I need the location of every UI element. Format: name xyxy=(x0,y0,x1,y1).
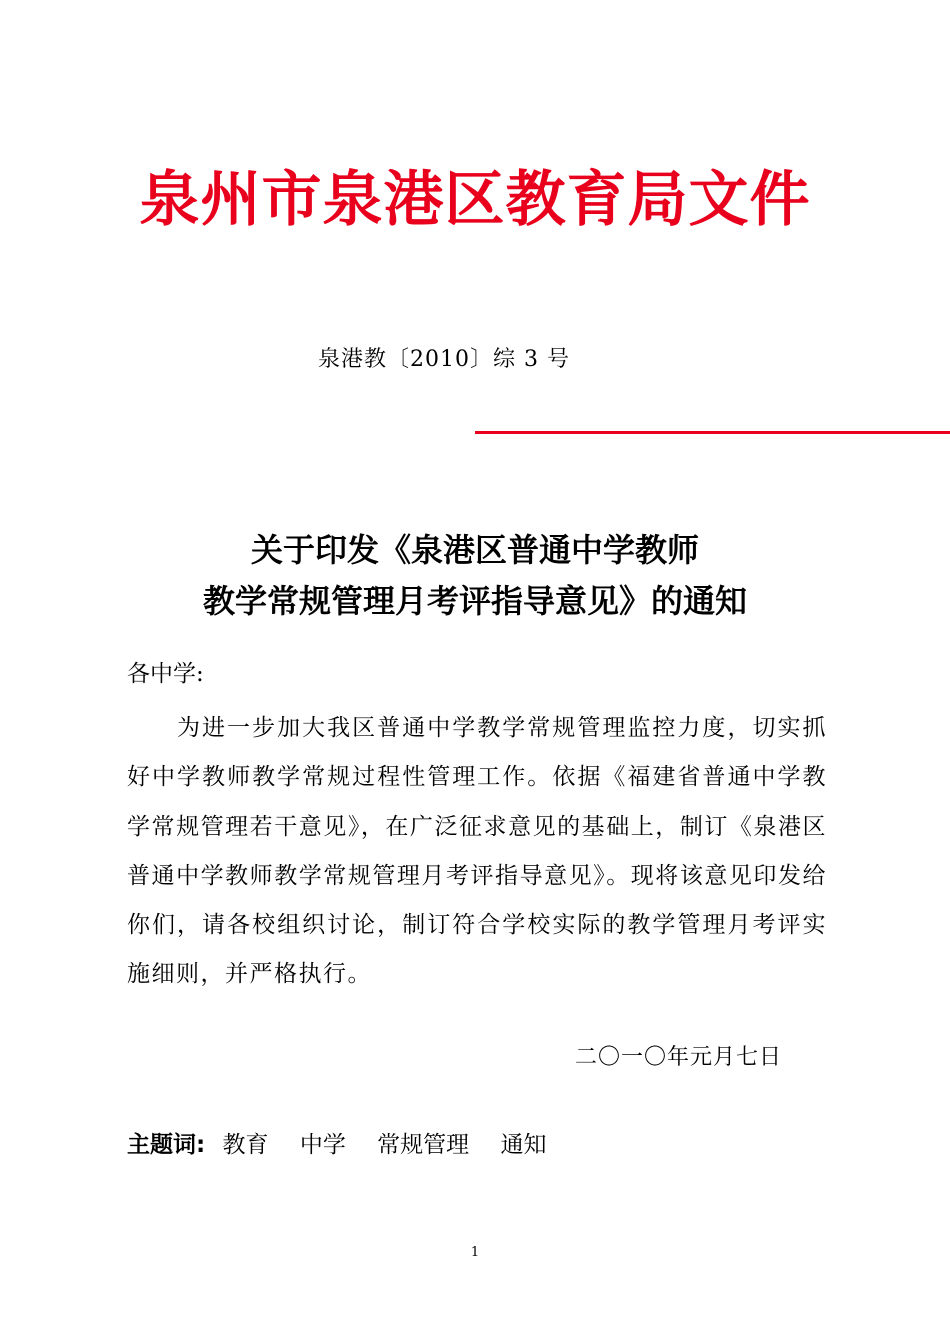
subject-keywords xyxy=(127,1127,560,1163)
keywords-label: 主题词: xyxy=(127,1132,206,1158)
body-paragraph: 为进一步加大我区普通中学教学常规管理监控力度，切实抓好中学教师教学常规过程性管理工作。依据《福建省普通中学教学常规管理若干意见》，在广泛征求意见的基础上，制订《泉港区普通中学教师教学常规管理月考评指导意见》。现将该意见印发给你们，请各校组织讨论，制订符合学校实际的教学管理月考评实施细则，并严格执行。 xyxy=(127,715,827,988)
keyword-item: 中学 xyxy=(299,1132,346,1158)
issue-date: 二〇一〇年元月七日 xyxy=(575,1045,783,1070)
keyword-item: 通知 xyxy=(500,1132,547,1158)
notice-title-line-1: 关于印发《泉港区普通中学教师 xyxy=(250,531,699,569)
keyword-item: 教育 xyxy=(222,1132,269,1158)
document-number: 泉港教〔2010〕综 3 号 xyxy=(318,347,570,372)
notice-title-line-2: 教学常规管理月考评指导意见》的通知 xyxy=(202,582,747,620)
red-divider-line xyxy=(475,431,950,434)
salutation: 各中学: xyxy=(127,661,204,687)
document-header-title: 泉州市泉港区教育局文件 xyxy=(139,165,811,235)
page-number: 1 xyxy=(470,1245,480,1260)
keyword-item: 常规管理 xyxy=(377,1132,470,1158)
